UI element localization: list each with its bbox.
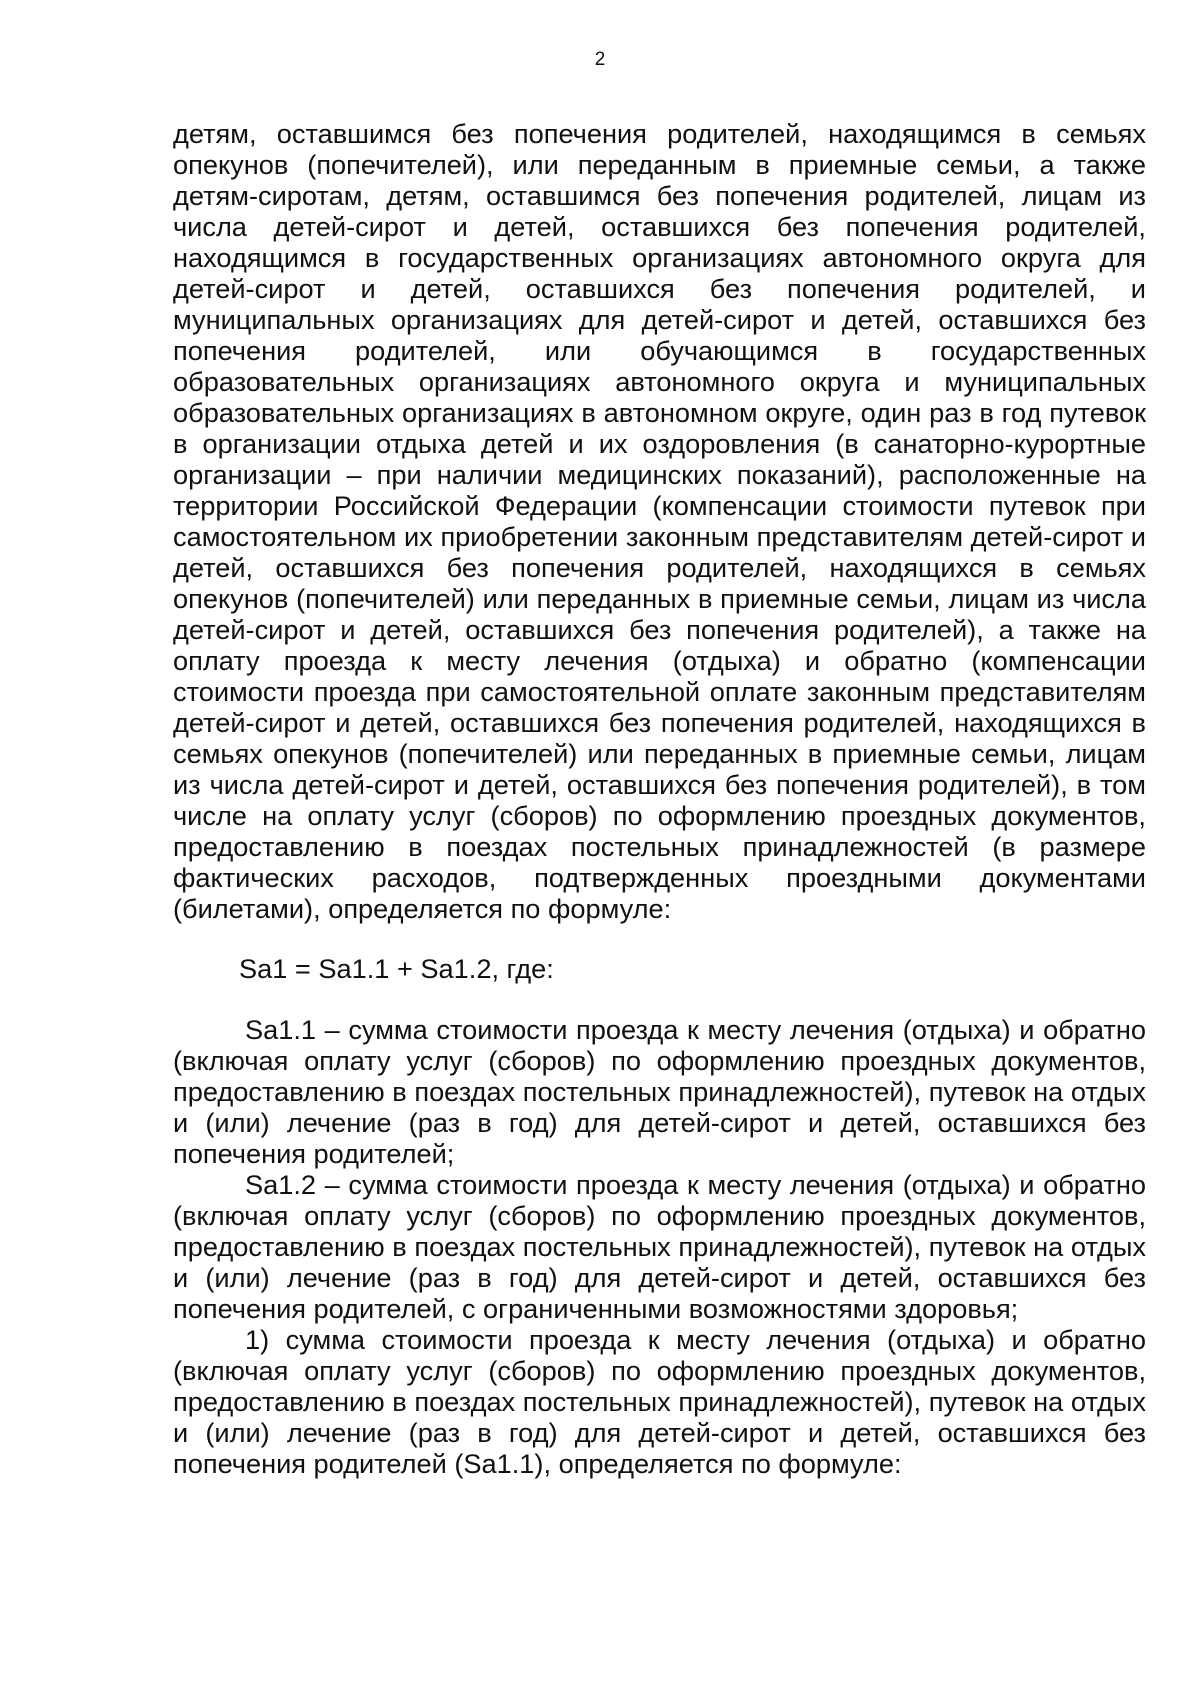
document-body [173, 118, 1146, 1479]
item-1-paragraph: 1) сумма стоимости проезда к месту лечения (отдыха) и обратно (включая оплату услуг (сборов) по оформлению проездных документов, предоставлению в поездах постельных принадлежностей), путевок на отдых и (или) лечение (раз в год) для детей-сирот и детей, оставшихся без попечения родителей (Sa1.1), определяется по формуле: [173, 1324, 1146, 1479]
page-number: 2 [594, 49, 606, 70]
formula-sa1: Sa1 = Sa1.1 + Sa1.2, где: [239, 953, 554, 984]
definition-sa12: Sa1.2 – сумма стоимости проезда к месту лечения (отдыха) и обратно (включая оплату услуг (сборов) по оформлению проездных документов, предоставлению в поездах постельных принадлежностей), путевок на отдых и (или) лечение (раз в год) для детей-сирот и детей, оставшихся без попечения родителей, с ограниченными возможностями здоровья; [173, 1169, 1146, 1324]
intro-paragraph: детям, оставшимся без попечения родителей, находящимся в семьях опекунов (попечителей), или переданным в приемные семьи, а также детям-сиротам, детям, оставшимся без попечения родителей, лицам из числа детей-сирот и детей, оставшихся без попечения родителей, находящимся в государственных организациях автономного округа для детей-сирот и детей, оставшихся без попечения родителей, и муниципальных организациях для детей-сирот и детей, оставшихся без попечения родителей, или обучающимся в государственных образовательных организациях автономного округа и муниципальных образовательных организациях в автономном округе, один раз в год путевок в организации отдыха детей и их оздоровления (в санаторно-курортные организации – при наличии медицинских показаний), расположенные на территории Российской Федерации (компенсации стоимости путевок при самостоятельном их приобретении законным представителям детей-сирот и детей, оставшихся без попечения родителей, находящихся в семьях опекунов (попечителей) или переданных в приемные семьи, лицам из числа детей-сирот и детей, оставшихся без попечения родителей), а также на оплату проезда к месту лечения (отдыха) и обратно (компенсации стоимости проезда при самостоятельной оплате законным представителям детей-сирот и детей, оставшихся без попечения родителей, находящихся в семьях опекунов (попечителей) или переданных в приемные семьи, лицам из числа детей-сирот и детей, оставшихся без попечения родителей), в том числе на оплату услуг (сборов) по оформлению проездных документов, предоставлению в поездах постельных принадлежностей (в размере фактических расходов, подтвержденных проездными документами (билетами), определяется по формуле: [173, 118, 1146, 924]
definition-sa11: Sa1.1 – сумма стоимости проезда к месту лечения (отдыха) и обратно (включая оплату услуг (сборов) по оформлению проездных документов, предоставлению в поездах постельных принадлежностей), путевок на отдых и (или) лечение (раз в год) для детей-сирот и детей, оставшихся без попечения родителей; [173, 1014, 1146, 1169]
